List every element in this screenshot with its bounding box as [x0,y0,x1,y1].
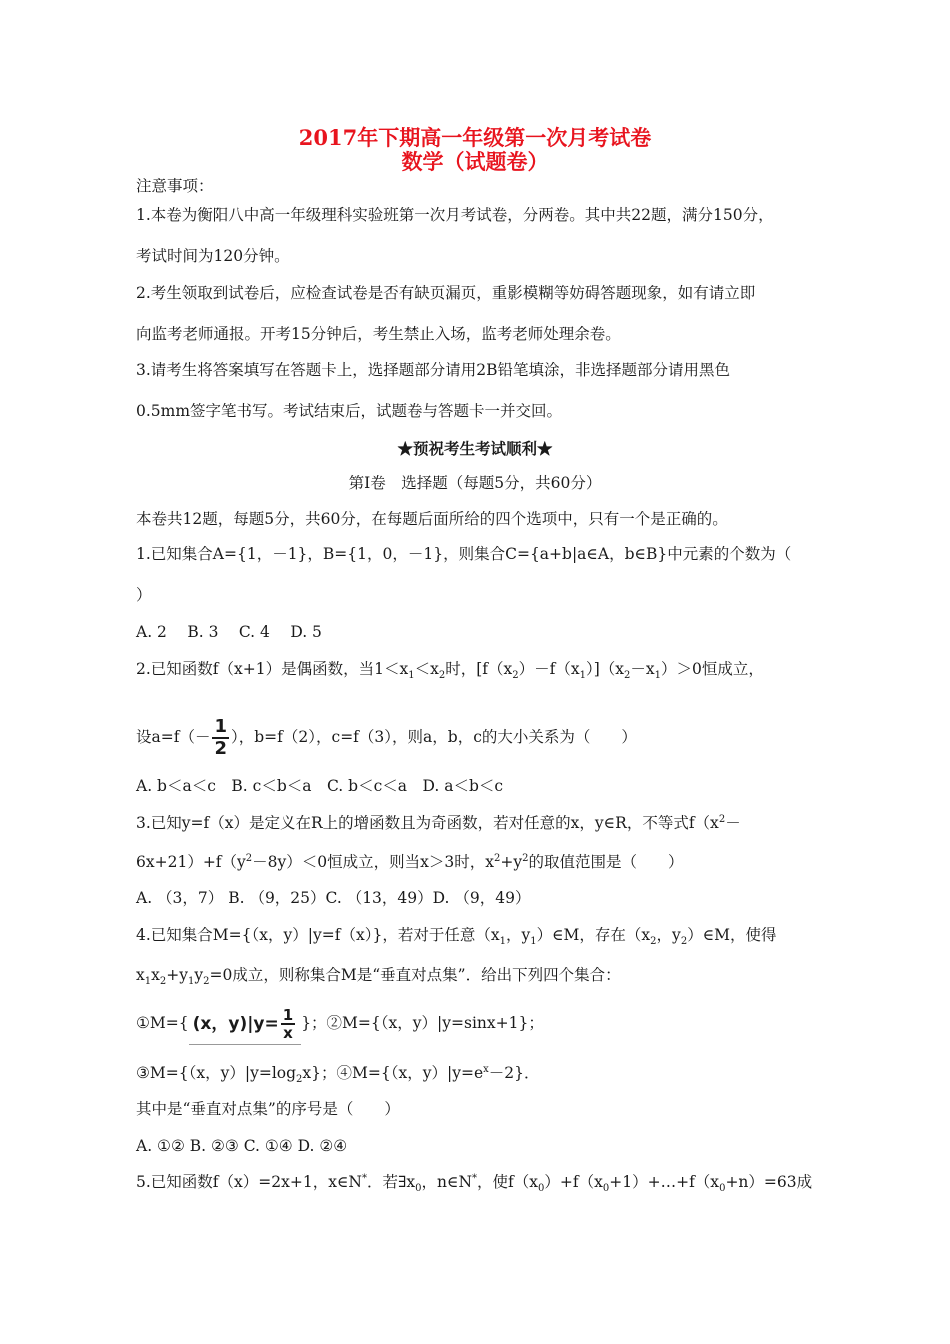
fraction-one-half: $\frac{1}{2}$ [214,716,227,759]
q4-line-4: ③M={（x，$y)|y=\log_2x$}；④M={（x，$y)|y=e^x-2$}． [136,1063,540,1086]
notice-line-6: 0.5mm签字笔书写。考试结束后，试题卷与答题卡一并交回。 [136,402,563,420]
notice-line-2: 考试时间为120分钟。 [136,247,290,265]
q1-stem: 1.已知集合A={1，－1}，B={1，0，－1}，则集合C={a+b|a∈A，b∈B}中元素的个数为（ [136,545,792,563]
exam-title: 2017年下期高一年级第一次月考试卷 [298,125,652,150]
notice-line-5: 3.请考生将答案填写在答题卡上，选择题部分请用2B铅笔填涂，非选择题部分请用黑色 [136,361,731,379]
q4-line-2: $x_1x_2+y_1y_2=0$成立，则称集合M是“垂直对点集”．给出下列四个集合： [136,966,621,988]
q3-options: A. （3，7） B. （9，25）C. （13，49）D. （9，49） [136,889,531,907]
q4-line-5: 其中是“垂直对点集”的序号是（ ） [136,1100,400,1118]
notice-line-1: 1.本卷为衡阳八中高一年级理科实验班第一次月考试卷，分两卷。其中共22题，满分150分， [136,206,774,224]
q1-options: A. 2 B. 3 C. 4 D. 5 [136,623,322,641]
q2-line-2: 设a=f（－ $\frac{1}{2}$ ），b=f（2），c=f（3），则a，b，c的大小关系为（ ） [136,716,637,759]
notice-line-4: 向监考老师通报。开考15分钟后，考生禁止入场，监考老师处理余卷。 [136,325,621,343]
fraction-one-over-x: $\frac{1}{x}$ [282,1005,294,1042]
q4-line-3: ①M={ (x，y)|y= $\frac{1}{x}$ }；②M={（x，y）|y=sinx+1}； [136,1003,544,1045]
notice-heading: 注意事项： [136,177,214,195]
q4-options: A. ①② B. ②③ C. ①④ D. ②④ [136,1137,348,1155]
section-intro: 本卷共12题，每题5分，共60分，在每题后面所给的四个选项中，只有一个是正确的。 [136,510,728,528]
q3-line-1: 3.已知y=f（x）是定义在R上的增函数且为奇函数，若对任意的x，y∈R，不等式$f(x^2-$ [136,813,741,832]
q2-stem: 2.已知函数f（x+1）是偶函数，当$1<x_1<x_2$时，$[f(x_2)-f(x_1)](x_2-x_1)>0$恒成立， [136,660,764,682]
wish-line: ★预祝考生考试顺利★ [397,439,553,458]
set-expression-image: (x，y)|y= $\frac{1}{x}$ [189,1004,302,1045]
q1-stem-end: ） [136,586,152,604]
q5-stem: 5.已知函数f（x）=2x+1，x∈N*．若$\exists x_0$，n∈N*，使$f(x_0)+f(x_0+1)+\dots+f(x_0+n)=63$成 [136,1172,813,1195]
q3-line-2: $6x+21)+f(y^2-8y)<0$恒成立，则当x＞3时，$x^2+y^2$的取值范围是（ ） [136,852,684,871]
q4-line-1: 4.已知集合M={（x，y）|y=f（x）}，若对于任意（$x_1$，$y_1)\in M$，存在（$x_2$，$y_2)\in M$，使得 [136,926,777,948]
q2-options: A. b＜a＜c B. c＜b＜a C. b＜c＜a D. a＜b＜c [136,777,504,795]
notice-line-3: 2.考生领取到试卷后，应检查试卷是否有缺页漏页，重影模糊等妨碍答题现象，如有请立即 [136,284,756,302]
section-title: 第Ⅰ卷 选择题（每题5分，共60分） [348,474,602,492]
exam-subtitle: 数学（试题卷） [401,149,549,174]
